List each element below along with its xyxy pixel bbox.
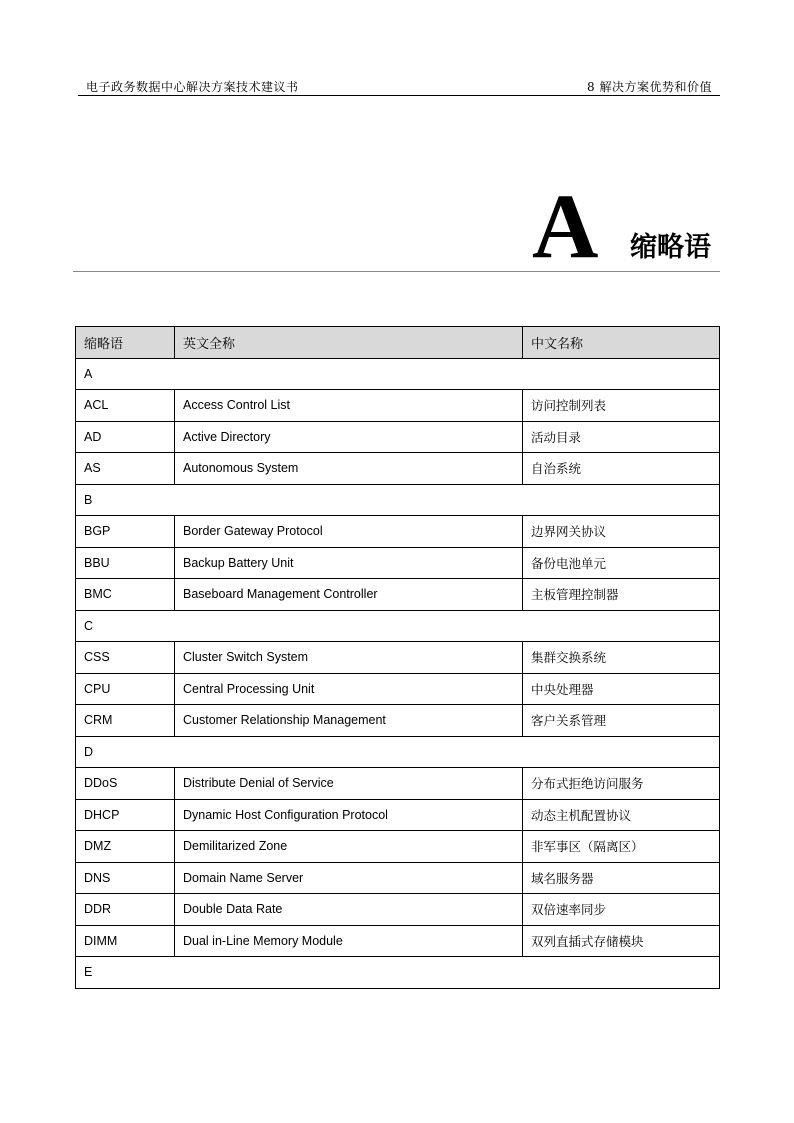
english-name-cell: Backup Battery Unit	[175, 547, 523, 579]
chinese-name-cell: 活动目录	[523, 421, 720, 453]
table-row	[76, 642, 720, 674]
abbreviation-cell: CPU	[76, 673, 175, 705]
section-row	[76, 957, 720, 989]
table-row	[76, 390, 720, 422]
english-name-cell: Dual in-Line Memory Module	[175, 925, 523, 957]
abbreviation-cell: BMC	[76, 579, 175, 611]
english-name-cell: Domain Name Server	[175, 862, 523, 894]
chapter-divider	[73, 271, 720, 272]
table-row	[76, 516, 720, 548]
section-row	[76, 358, 720, 390]
table-row	[76, 673, 720, 705]
column-header-english: 英文全称	[175, 327, 523, 359]
table-row	[76, 579, 720, 611]
section-row	[76, 484, 720, 516]
chinese-name-cell: 自治系统	[523, 453, 720, 485]
section-letter: B	[76, 484, 720, 516]
table-row	[76, 421, 720, 453]
section-letter: A	[76, 358, 720, 390]
table-header-row	[76, 327, 720, 359]
appendix-title: 缩略语	[630, 232, 711, 263]
abbreviation-cell: ACL	[76, 390, 175, 422]
table-row	[76, 768, 720, 800]
abbreviation-cell: DMZ	[76, 831, 175, 863]
abbreviation-cell: AS	[76, 453, 175, 485]
english-name-cell: Access Control List	[175, 390, 523, 422]
chinese-name-cell: 访问控制列表	[523, 390, 720, 422]
english-name-cell: Active Directory	[175, 421, 523, 453]
english-name-cell: Double Data Rate	[175, 894, 523, 926]
chinese-name-cell: 动态主机配置协议	[523, 799, 720, 831]
chinese-name-cell: 客户关系管理	[523, 705, 720, 737]
chinese-name-cell: 分布式拒绝访问服务	[523, 768, 720, 800]
header-divider	[78, 95, 720, 96]
abbreviation-cell: BGP	[76, 516, 175, 548]
abbreviation-cell: DIMM	[76, 925, 175, 957]
section-letter: D	[76, 736, 720, 768]
abbreviation-cell: BBU	[76, 547, 175, 579]
chinese-name-cell: 边界网关协议	[523, 516, 720, 548]
abbreviation-cell: CRM	[76, 705, 175, 737]
abbreviation-cell: DDR	[76, 894, 175, 926]
section-row	[76, 610, 720, 642]
chinese-name-cell: 域名服务器	[523, 862, 720, 894]
column-header-abbreviation: 缩略语	[76, 327, 175, 359]
chinese-name-cell: 集群交换系统	[523, 642, 720, 674]
chinese-name-cell: 中央处理器	[523, 673, 720, 705]
chinese-name-cell: 备份电池单元	[523, 547, 720, 579]
table-row	[76, 894, 720, 926]
section-row	[76, 736, 720, 768]
english-name-cell: Cluster Switch System	[175, 642, 523, 674]
table-row	[76, 547, 720, 579]
table-row	[76, 862, 720, 894]
chinese-name-cell: 双倍速率同步	[523, 894, 720, 926]
table-row	[76, 925, 720, 957]
abbreviation-cell: DNS	[76, 862, 175, 894]
section-letter: E	[76, 957, 720, 989]
table-body	[76, 358, 720, 988]
abbreviation-table	[75, 326, 720, 989]
table-row	[76, 705, 720, 737]
abbreviation-cell: DHCP	[76, 799, 175, 831]
english-name-cell: Dynamic Host Configuration Protocol	[175, 799, 523, 831]
english-name-cell: Demilitarized Zone	[175, 831, 523, 863]
section-letter: C	[76, 610, 720, 642]
column-header-chinese: 中文名称	[523, 327, 720, 359]
english-name-cell: Central Processing Unit	[175, 673, 523, 705]
abbreviation-cell: CSS	[76, 642, 175, 674]
running-header-title: 电子政务数据中心解决方案技术建议书	[86, 80, 299, 94]
english-name-cell: Border Gateway Protocol	[175, 516, 523, 548]
english-name-cell: Autonomous System	[175, 453, 523, 485]
abbreviation-cell: DDoS	[76, 768, 175, 800]
abbreviation-cell: AD	[76, 421, 175, 453]
english-name-cell: Distribute Denial of Service	[175, 768, 523, 800]
appendix-letter: A	[532, 175, 599, 277]
english-name-cell: Customer Relationship Management	[175, 705, 523, 737]
table-row	[76, 831, 720, 863]
running-header-section: 8 解决方案优势和价值	[587, 80, 712, 94]
table-row	[76, 799, 720, 831]
chinese-name-cell: 非军事区（隔离区）	[523, 831, 720, 863]
table-row	[76, 453, 720, 485]
chinese-name-cell: 主板管理控制器	[523, 579, 720, 611]
chinese-name-cell: 双列直插式存储模块	[523, 925, 720, 957]
english-name-cell: Baseboard Management Controller	[175, 579, 523, 611]
